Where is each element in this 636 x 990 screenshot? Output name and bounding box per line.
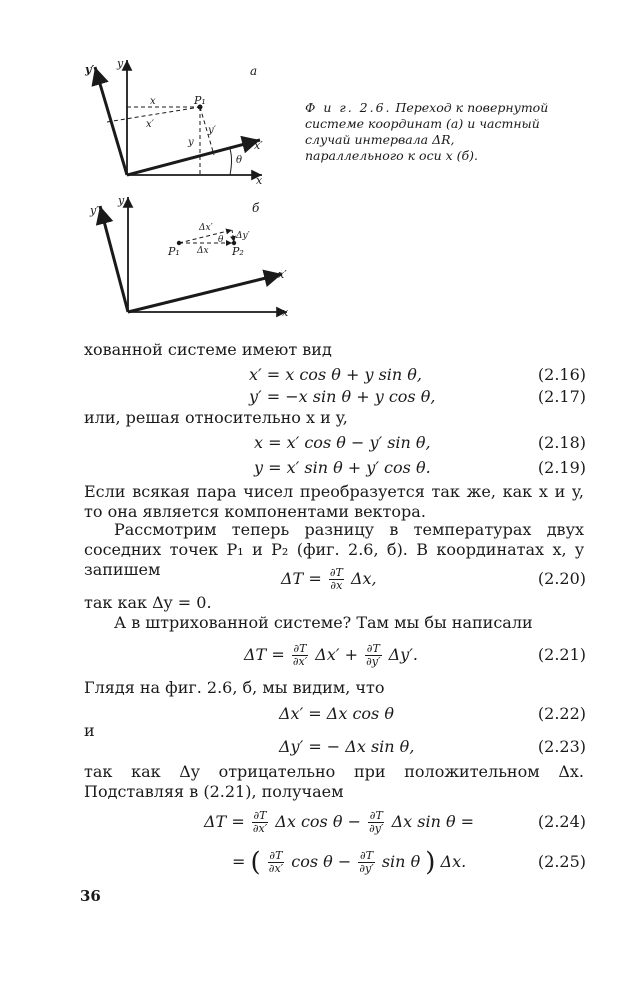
axis-xp-label: x′: [254, 139, 263, 152]
segment-x-label: x: [150, 96, 156, 107]
paragraph-8: и: [84, 721, 95, 740]
segment-xp-label: x′: [146, 119, 154, 130]
axis-y-prime: [95, 67, 127, 175]
figure-b-diagram: [82, 192, 292, 322]
equation-2-25: = ( $\frac{\partial T}{\partial x'}$ cos θ − $\frac{\partial T}{\partial y'}$ sin θ ) Δx. (2.25): [232, 847, 586, 878]
axis-y-label: y: [117, 57, 124, 70]
point-p1-label: P₁: [194, 94, 206, 107]
axis-y-label: y: [118, 194, 125, 207]
segment-y-label: y: [188, 137, 194, 148]
axis-y-prime: [100, 206, 128, 312]
axis-yp-label: y′: [85, 63, 95, 76]
paragraph-4: Рассмотрим теперь разницу в температурах двух соседних точек P₁ и P₂ (фиг. 2.6, б). В координатах x, y запишем: [84, 520, 584, 579]
equation-2-24: ΔT = $\frac{\partial T}{\partial x'}$ Δx cos θ − $\frac{\partial T}{\partial y'}$ Δx sin θ = (2.24): [204, 809, 586, 835]
page-number: 36: [80, 887, 101, 905]
delta-x-label: Δx: [197, 246, 209, 256]
angle-label: θ: [236, 155, 243, 166]
point-p2-label: P₂: [232, 245, 244, 258]
equation-2-17: y′ = −x sin θ + y cos θ, (2.17): [249, 387, 586, 406]
equation-2-22: Δx′ = Δx cos θ (2.22): [279, 704, 586, 723]
paragraph-5: так как Δy = 0.: [84, 593, 212, 612]
segment-yp-label: y′: [208, 125, 216, 136]
equation-2-18: x = x′ cos θ − y′ sin θ, (2.18): [254, 433, 586, 452]
paragraph-1: хованной системе имеют вид: [84, 340, 332, 359]
axis-xp-label: x′: [278, 268, 287, 281]
paragraph-3: Если всякая пара чисел преобразуется так же, как x и y, то она является компонентами вектора.: [84, 482, 584, 521]
point-p1-label: P₁: [168, 245, 180, 258]
equation-2-21: ΔT = $\frac{\partial T}{\partial x'}$ Δx′ + $\frac{\partial T}{\partial y'}$ Δy′. (2.21): [244, 642, 586, 668]
figure-a-label: a: [250, 64, 258, 78]
equation-2-19: y = x′ sin θ + y′ cos θ. (2.19): [254, 458, 586, 477]
figure-b-label: б: [252, 201, 260, 215]
equation-2-16: x′ = x cos θ + y sin θ, (2.16): [249, 365, 586, 384]
axis-x-prime: [128, 274, 282, 312]
caption-text: Переход к повернутой системе координат (a) и частный случай интервала ΔR, параллельного к оси x (б).: [305, 100, 549, 163]
figure-a-diagram: [80, 55, 280, 185]
axis-x-label: x: [282, 306, 289, 319]
paragraph-9: так как Δy отрицательно при положительном Δx. Подставляя в (2.21), получаем: [84, 762, 584, 801]
paragraph-2: или, решая относительно x и y,: [84, 408, 348, 427]
equation-2-20: ΔT = $\frac{\partial T}{\partial x}$ Δx, (2.20): [281, 566, 586, 592]
caption-label: Ф и г. 2.6.: [305, 100, 392, 115]
equation-2-23: Δy′ = − Δx sin θ, (2.23): [279, 737, 586, 756]
delta-yp-label: Δy′: [236, 231, 250, 241]
paragraph-6: А в штрихованной системе? Там мы бы написали: [114, 613, 533, 632]
paragraph-7: Глядя на фиг. 2.6, б, мы видим, что: [84, 678, 385, 697]
axis-x-label: x: [256, 174, 263, 185]
axis-yp-label: y′: [90, 204, 99, 217]
delta-theta-label: θ: [218, 235, 224, 245]
figure-caption: [305, 100, 555, 164]
delta-xp-label: Δx′: [199, 223, 213, 233]
